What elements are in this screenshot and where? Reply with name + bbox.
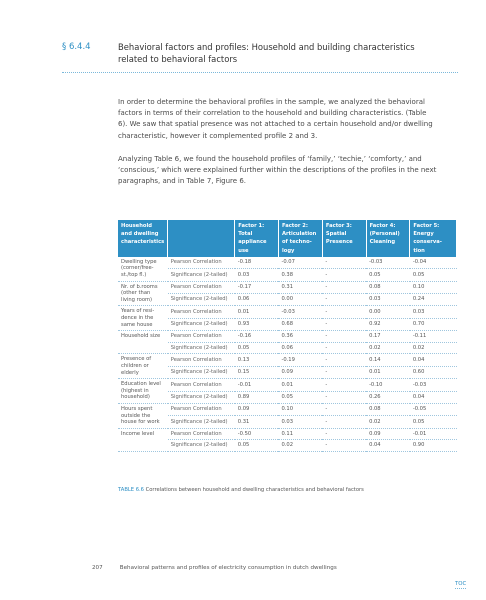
statistic-type: Pearson Correlation	[168, 379, 235, 391]
table-cell: 0.03	[410, 306, 457, 318]
statistic-type: Significance (2-tailed)	[168, 269, 235, 281]
table-cell: -	[322, 416, 366, 428]
table-cell: -0.50	[235, 428, 279, 440]
table-row	[118, 379, 457, 391]
table-caption	[118, 487, 364, 493]
table-row	[118, 416, 457, 428]
table-cell: -	[322, 428, 366, 440]
footer-title: Behavioral patterns and profiles of electricity consumption in dutch dwellings	[119, 565, 337, 571]
table-cell: 0.09	[278, 366, 322, 378]
table-cell: -	[322, 257, 366, 269]
table-cell: 0.38	[278, 269, 322, 281]
table-cell: -0.11	[410, 331, 457, 343]
table-row	[118, 269, 457, 281]
statistic-type: Pearson Correlation	[168, 257, 235, 269]
table-cell: -0.05	[410, 403, 457, 415]
section-title: Behavioral factors and profiles: Household and building characteristics related to behavioral factors	[118, 42, 415, 64]
statistic-type: Significance (2-tailed)	[168, 293, 235, 305]
table-cell: 0.70	[410, 318, 457, 330]
header-factor-2: Factor 2: Articulation of techno-logy	[278, 220, 322, 257]
table-cell: -	[322, 281, 366, 293]
statistic-type: Significance (2-tailed)	[168, 342, 235, 354]
table-cell: 0.03	[235, 269, 279, 281]
table-row	[118, 306, 457, 318]
caption-text: Correlations between household and dwelling characteristics and behavioral factors	[145, 487, 364, 493]
statistic-type: Pearson Correlation	[168, 306, 235, 318]
page-number: 207	[92, 565, 103, 571]
row-label: Hours spent outside the house for work	[118, 403, 168, 428]
table-cell: 0.05	[410, 269, 457, 281]
table-cell: 0.36	[278, 331, 322, 343]
table-cell: -	[322, 269, 366, 281]
table-cell: 0.68	[278, 318, 322, 330]
table-row	[118, 293, 457, 305]
statistic-type: Pearson Correlation	[168, 281, 235, 293]
table-cell: 0.04	[410, 391, 457, 403]
statistic-type: Pearson Correlation	[168, 354, 235, 366]
table-cell: -	[322, 354, 366, 366]
header-characteristics: Household and dwelling characteristics	[118, 220, 168, 257]
table-cell: -	[322, 293, 366, 305]
table-cell: 0.15	[235, 366, 279, 378]
table-cell: -	[322, 403, 366, 415]
table-cell: 0.05	[235, 440, 279, 452]
table-cell: -0.01	[410, 428, 457, 440]
table-cell: 0.02	[278, 440, 322, 452]
table-cell: -	[322, 440, 366, 452]
table-cell: -0.07	[278, 257, 322, 269]
section-number: § 6.4.4	[62, 42, 91, 52]
table-row	[118, 366, 457, 378]
table-cell: -	[322, 342, 366, 354]
table-row	[118, 391, 457, 403]
table-cell: 0.08	[366, 281, 410, 293]
table-cell: -	[322, 306, 366, 318]
table-row	[118, 440, 457, 452]
table-cell: 0.03	[366, 293, 410, 305]
table-row	[118, 281, 457, 293]
table-cell: 0.06	[278, 342, 322, 354]
row-label: Education level (highest in household)	[118, 379, 168, 404]
table-row	[118, 354, 457, 366]
header-factor-4: Factor 4: (Personal) Cleaning	[366, 220, 410, 257]
table-cell: 0.92	[366, 318, 410, 330]
table-cell: 0.10	[410, 281, 457, 293]
statistic-type: Pearson Correlation	[168, 428, 235, 440]
statistic-type: Significance (2-tailed)	[168, 440, 235, 452]
table-cell: 0.11	[278, 428, 322, 440]
table-body	[118, 257, 457, 452]
toc-link[interactable]: TOC	[455, 581, 467, 587]
table-cell: -	[322, 391, 366, 403]
table-cell: 0.05	[235, 342, 279, 354]
statistic-type: Pearson Correlation	[168, 331, 235, 343]
statistic-type: Significance (2-tailed)	[168, 391, 235, 403]
table-cell: 0.01	[235, 306, 279, 318]
table-cell: 0.04	[366, 440, 410, 452]
row-label: Household size	[118, 331, 168, 354]
caption-tag: TABLE 6.6	[118, 487, 144, 493]
table-cell: 0.02	[366, 416, 410, 428]
table-cell: -	[322, 318, 366, 330]
table-cell: 0.17	[366, 331, 410, 343]
table-cell: -	[322, 331, 366, 343]
table-cell: 0.14	[366, 354, 410, 366]
table-cell: -0.04	[410, 257, 457, 269]
statistic-type: Significance (2-tailed)	[168, 366, 235, 378]
table-cell: 0.06	[235, 293, 279, 305]
table-cell: -0.03	[366, 257, 410, 269]
table-cell: 0.01	[278, 379, 322, 391]
table-cell: 0.90	[410, 440, 457, 452]
table-cell: 0.93	[235, 318, 279, 330]
header-factor-3: Factor 3: Spatial Presence	[322, 220, 366, 257]
table-cell: 0.02	[366, 342, 410, 354]
table-cell: 0.03	[278, 416, 322, 428]
table-cell: 0.02	[410, 342, 457, 354]
table-cell: -0.01	[235, 379, 279, 391]
table-row	[118, 428, 457, 440]
table-row	[118, 342, 457, 354]
table-cell: -	[322, 366, 366, 378]
table-cell: 0.05	[366, 269, 410, 281]
table-row	[118, 318, 457, 330]
table-cell: -0.19	[278, 354, 322, 366]
table-cell: 0.89	[235, 391, 279, 403]
table-cell: 0.13	[235, 354, 279, 366]
row-label: Dwelling type (corner/free-st./top fl.)	[118, 257, 168, 281]
header-type	[168, 220, 235, 257]
table-cell: 0.00	[366, 306, 410, 318]
table-cell: 0.31	[235, 416, 279, 428]
table-cell: 0.09	[235, 403, 279, 415]
header-factor-5: Factor 5: Energy conserva-tion	[410, 220, 457, 257]
table-cell: -0.03	[410, 379, 457, 391]
table-cell: 0.26	[366, 391, 410, 403]
table-cell: 0.08	[366, 403, 410, 415]
table-cell: -	[322, 379, 366, 391]
table-cell: 0.60	[410, 366, 457, 378]
table-cell: 0.10	[278, 403, 322, 415]
table-cell: 0.05	[278, 391, 322, 403]
table-row	[118, 331, 457, 343]
table-cell: -0.16	[235, 331, 279, 343]
row-label: Income level	[118, 428, 168, 451]
title-divider	[62, 72, 458, 73]
row-label: Nr. of b.rooms (other than living room)	[118, 281, 168, 306]
statistic-type: Significance (2-tailed)	[168, 416, 235, 428]
table-cell: -0.18	[235, 257, 279, 269]
table-cell: 0.04	[410, 354, 457, 366]
table-cell: 0.01	[366, 366, 410, 378]
table-cell: -0.17	[235, 281, 279, 293]
row-label: Years of resi-dence in the same house	[118, 306, 168, 331]
table-cell: 0.31	[278, 281, 322, 293]
table-cell: -0.10	[366, 379, 410, 391]
table-cell: 0.09	[366, 428, 410, 440]
header-factor-1: Factor 1: Total appliance use	[235, 220, 279, 257]
table-cell: -0.03	[278, 306, 322, 318]
table-row	[118, 257, 457, 269]
table-cell: 0.24	[410, 293, 457, 305]
paragraph-1: In order to determine the behavioral profiles in the sample, we analyzed the behavioral factors in terms of their correlation to the household and building characteristics. (Table 6). We saw that spatial presence was not attached to a certain household and/or dwelling characteristic, however it complemented profile 2 and 3.	[118, 98, 433, 140]
correlation-table	[118, 220, 457, 452]
table-header-row	[118, 220, 457, 257]
paragraph-2: Analyzing Table 6, we found the household profiles of ‘family,’ ‘techie,’ ‘comforty,’ and ‘conscious,’ which were explained further within the descriptions of the profiles in the next paragraphs, and in Table 7, Figure 6.	[118, 155, 437, 186]
row-label: Presence of children or elderly	[118, 354, 168, 379]
statistic-type: Pearson Correlation	[168, 403, 235, 415]
statistic-type: Significance (2-tailed)	[168, 318, 235, 330]
table-cell: 0.05	[410, 416, 457, 428]
table-cell: 0.00	[278, 293, 322, 305]
page-footer	[92, 565, 337, 571]
table-row	[118, 403, 457, 415]
